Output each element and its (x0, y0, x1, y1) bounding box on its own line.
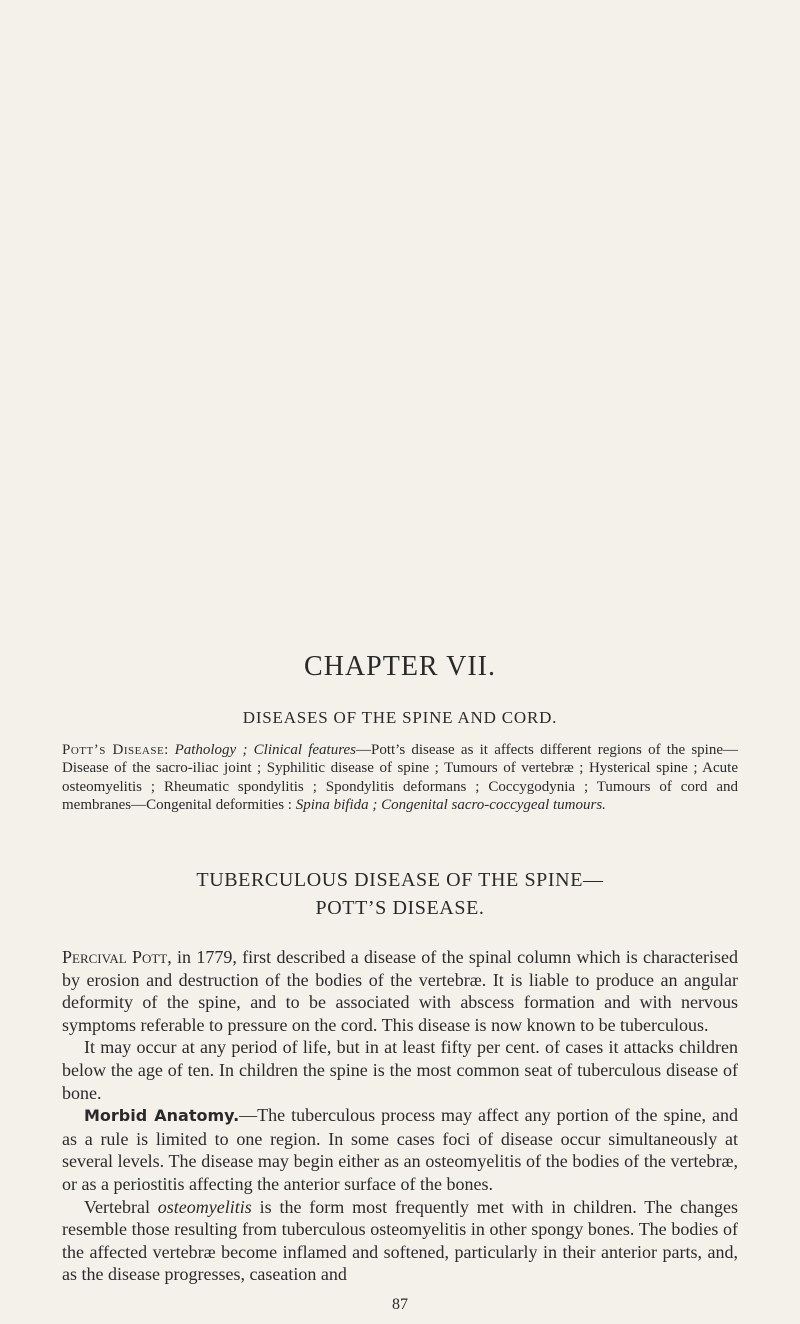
paragraph-3-text: —The tuberculous process may affect any portion of the spine, and as a rule is limited to one region. In some cases foci of disease occur simultaneously at several levels. The disease may begin either as an osteomyelitis of the bodies of the vertebræ, or as a periostitis affecting the anterior surface of the bones. (62, 1105, 738, 1194)
paragraph-3 (62, 1104, 738, 1195)
morbid-anatomy-heading: Morbid Anatomy. (84, 1106, 240, 1126)
page-number: 87 (392, 1296, 408, 1313)
section-title-line-2: POTT’S DISEASE. (315, 897, 485, 919)
paragraph-4-italic: osteomyelitis (157, 1196, 252, 1217)
summary-italic-deformities: Spina bifida ; Congenital sacro-coccygeal tumours. (295, 797, 606, 814)
paragraph-4-text: is the form most frequently met with in children. The changes resemble those resulting from tuberculous osteomyelitis in other spongy bones. The bodies of the affected vertebræ become inflamed and softened, particularly in their anterior parts, and, as the disease progresses, caseation and (62, 1196, 738, 1285)
paragraph-4 (62, 1196, 738, 1286)
summary-italic-topics: Pathology ; Clinical features (174, 742, 356, 758)
chapter-summary (62, 741, 738, 815)
section-title-line-1: TUBERCULOUS DISEASE OF THE SPINE— (196, 869, 604, 891)
chapter-subheading: DISEASES OF THE SPINE AND CORD. (242, 708, 558, 727)
paragraph-1-lead: Percival Pott (62, 947, 168, 967)
summary-colon: : (164, 742, 175, 758)
paragraph-1 (62, 946, 738, 1036)
paragraph-2: It may occur at any period of life, but in at least fifty per cent. of cases it attacks children below the age of ten. In children the spine is the most common seat of tuberculous disease of bone. (62, 1037, 738, 1103)
paragraph-4-lead: Vertebral (84, 1196, 158, 1217)
section-title (62, 866, 738, 922)
summary-lead: Pott’s Disease (62, 742, 165, 758)
paragraph-1-text: , in 1779, first described a disease of the spinal column which is characterised by erosion and destruction of the bodies of the vertebræ. It is liable to produce an angular deformity of the spine, and to be associated with abscess formation and with nervous symptoms referable to pressure on the cord. This disease is now known to be tuberculous. (62, 947, 738, 1035)
summary-text: —Pott’s disease as it affects different regions of the spine—Disease of the sacro-iliac joint ; Syphilitic disease of spine ; Tumours of vertebræ ; Hysterical spine ; Acute osteomyelitis ; Rheumatic spondylitis ; Spondylitis deformans ; Coccygodynia ; Tumours of cord and membranes—Congenital deformities : (62, 742, 738, 814)
chapter-heading: CHAPTER VII. (304, 651, 496, 682)
body-text (62, 946, 738, 1286)
